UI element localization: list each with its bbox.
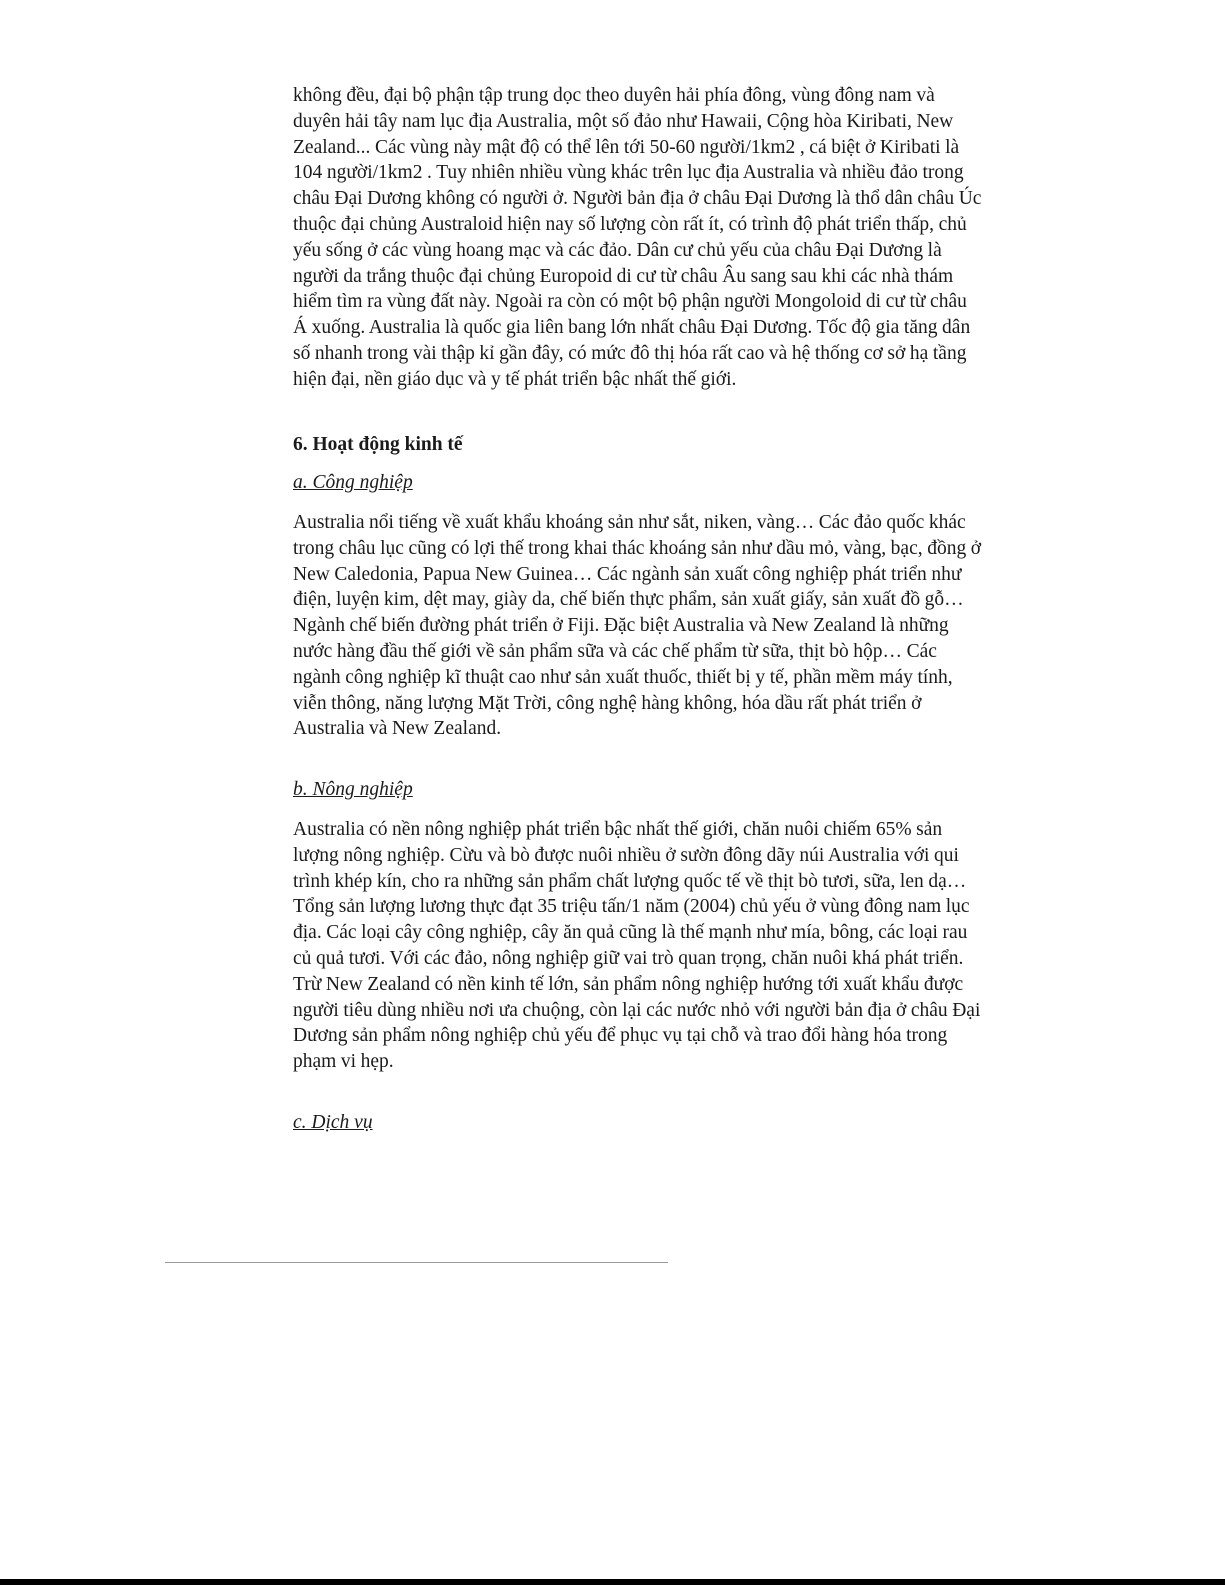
paragraph-industry: Australia nổi tiếng về xuất khẩu khoáng sản như sắt, niken, vàng… Các đảo quốc khác trong châu lục cũng có lợi thế trong khai thác khoáng sản như dầu mỏ, vàng, bạc, đồng ở New Caledonia, Papua New Guinea… Các ngành sản xuất công nghiệp phát triển như điện, luyện kim, dệt may, giày da, chế biến thực phẩm, sản xuất giấy, sản xuất đồ gỗ… Ngành chế biến đường phát triển ở Fiji. Đặc biệt Australia và New Zealand là những nước hàng đầu thế giới về sản phẩm sữa và các chế phẩm từ sữa, thịt bò hộp… Các ngành công nghiệp kĩ thuật cao như sản xuất thuốc, thiết bị y tế, phần mềm máy tính, viễn thông, năng lượng Mặt Trời, công nghệ hàng không, hóa dầu rất phát triển ở Australia và New Zealand.	[293, 512, 982, 740]
section-heading-economy: 6. Hoạt động kinh tế	[293, 434, 463, 455]
subheading-agriculture: b. Nông nghiệp	[293, 779, 413, 800]
paragraph-agriculture: Australia có nền nông nghiệp phát triển bậc nhất thế giới, chăn nuôi chiếm 65% sản lượng nông nghiệp. Cừu và bò được nuôi nhiều ở sườn đông dãy núi Australia với qui trình khép kín, cho ra những sản phẩm chất lượng quốc tế về thịt bò tươi, sữa, len dạ… Tổng sản lượng lương thực đạt 35 triệu tấn/1 năm (2004) chủ yếu ở vùng đông nam lục địa. Các loại cây công nghiệp, cây ăn quả cũng là thế mạnh như mía, bông, các loại rau củ quả tươi. Với các đảo, nông nghiệp giữ vai trò quan trọng, chăn nuôi khá phát triển. Trừ New Zealand có nền kinh tế lớn, sản phẩm nông nghiệp hướng tới xuất khẩu được người tiêu dùng nhiều nơi ưa chuộng, còn lại các nước nhỏ với người bản địa ở châu Đại Dương sản phẩm nông nghiệp chủ yếu để phục vụ tại chỗ và trao đổi hàng hóa trong phạm vi hẹp.	[293, 819, 981, 1073]
paragraph-population: không đều, đại bộ phận tập trung dọc theo duyên hải phía đông, vùng đông nam và duyên hải tây nam lục địa Australia, một số đảo như Hawaii, Cộng hòa Kiribati, New Zealand... Các vùng này mật độ có thể lên tới 50-60 người/1km2 , cá biệt ở Kiribati là 104 người/1km2 . Tuy nhiên nhiều vùng khác trên lục địa Australia và nhiều đảo trong châu Đại Dương không có người ở. Người bản địa ở châu Đại Dương là thổ dân châu Úc thuộc đại chủng Australoid hiện nay số lượng còn rất ít, có trình độ phát triển thấp, chủ yếu sống ở các vùng hoang mạc và các đảo. Dân cư chủ yếu của châu Đại Dương là người da trắng thuộc đại chủng Europoid di cư từ châu Âu sang sau khi các nhà thám hiểm tìm ra vùng đất này. Ngoài ra còn có một bộ phận người Mongoloid di cư từ châu Á xuống. Australia là quốc gia liên bang lớn nhất châu Đại Dương. Tốc độ gia tăng dân số nhanh trong vài thập kỉ gần đây, có mức đô thị hóa rất cao và hệ thống cơ sở hạ tầng hiện đại, nền giáo dục và y tế phát triển bậc nhất thế giới.	[293, 85, 982, 390]
subheading-services: c. Dịch vụ	[293, 1112, 373, 1133]
subheading-industry: a. Công nghiệp	[293, 472, 413, 493]
footnote-separator	[165, 1262, 668, 1263]
page-bottom-border	[0, 1579, 1225, 1585]
